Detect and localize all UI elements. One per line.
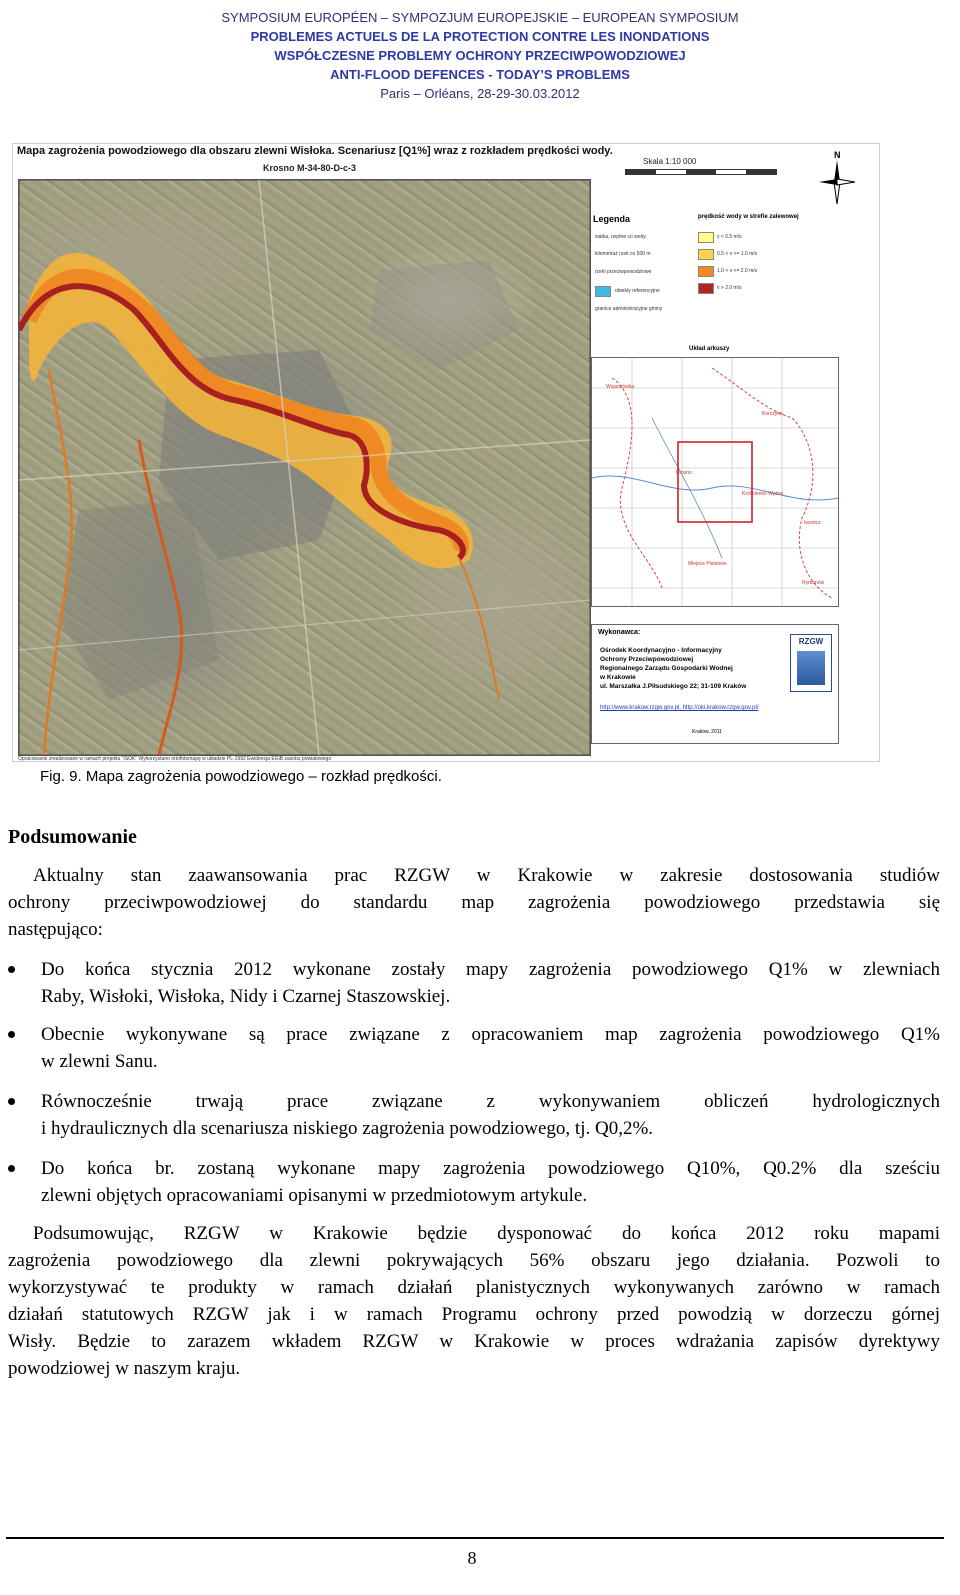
velocity-swatch-2	[698, 249, 714, 260]
bullet-icon	[8, 1098, 15, 1105]
bullet-line: Do końca stycznia 2012 wykonane zostały mapy zagrożenia powodziowego Q1% w zlewniach	[41, 959, 940, 980]
legend-item: obiekty referencyjne	[615, 288, 660, 294]
figure-caption: Fig. 9. Mapa zagrożenia powodziowego – rozkład prędkości.	[40, 768, 442, 785]
header-line-3: WSPÓŁCZESNE PROBLEMY OCHRONY PRZECIWPOWODZIOWEJ	[274, 48, 686, 63]
legend-item: siatka, rzędne co wody	[595, 234, 646, 240]
contractor-line: Ośrodek Koordynacyjno - Informacyjny	[600, 647, 722, 654]
bullet-line: i hydraulicznych dla scenariusza niskiego zagrożenia powodziowego, tj. Q0,2%.	[41, 1118, 654, 1139]
section-title: Podsumowanie	[8, 826, 137, 848]
velocity-swatch-1	[698, 232, 714, 243]
header-line-1: SYMPOSIUM EUROPÉEN – SYMPOZJUM EUROPEJSKIE – EUROPEAN SYMPOSIUM	[221, 10, 739, 25]
north-arrow-icon	[817, 150, 857, 204]
summary-line: Podsumowując, RZGW w Krakowie będzie dysponować do końca 2012 roku mapami	[33, 1223, 940, 1244]
bullet-line: Do końca br. zostaną wykonane mapy zagrożenia powodziowego Q10%, Q0.2% dla sześciu	[41, 1158, 940, 1179]
scale-bar	[625, 169, 777, 175]
map-title: Mapa zagrożenia powodziowego dla obszaru zlewni Wisłoka. Scenariusz [Q1%] wraz z rozkładem prędkości wody.	[17, 145, 613, 157]
summary-paragraph	[8, 1220, 940, 1382]
velocity-label-4: v > 2.0 m/s	[717, 285, 742, 291]
velocity-label-1: v < 0.5 m/s	[717, 234, 742, 240]
contractor-label: Wykonawca:	[598, 629, 641, 636]
contractor-line: ul. Marszałka J.Piłsudskiego 22; 31-109 Kraków	[600, 683, 747, 690]
map-legend	[593, 214, 823, 334]
map-date: Kraków, 2011	[692, 729, 722, 735]
page-number: 8	[467, 1548, 477, 1568]
map-sheet-label: Krosno M-34-80-D-c-3	[263, 163, 357, 173]
index-place: Korczyna	[762, 411, 783, 417]
index-place: Krościenko Wyżne	[742, 491, 784, 497]
map-footnote: Opracowanie zrealizowane w ramach projektu "ISOK" Wykorzystano ortofotomapę w układzie PL-1992 Ewidencja EGiB zasobu powiatowego	[18, 756, 332, 762]
velocity-swatch-4	[698, 283, 714, 294]
bullet-line: w zlewni Sanu.	[41, 1051, 158, 1072]
header-line-4: ANTI-FLOOD DEFENCES - TODAY’S PROBLEMS	[330, 67, 630, 82]
footer-rule	[6, 1537, 944, 1539]
bullet-icon	[8, 1165, 15, 1172]
flood-hazard-map-figure	[12, 143, 880, 762]
index-place: Rymanów	[802, 580, 825, 586]
contractor-info-box	[591, 624, 839, 744]
contractor-url-link[interactable]: http://www.krakow.rzgw.gov.pl, http://oki.krakow.rzgw.gov.pl/	[600, 705, 759, 711]
legend-item: rzeki przeciwpowodziowe	[595, 269, 652, 275]
intro-line: ochrony przeciwpowodziowej do standardu map zagrożenia powodziowego przedstawia się	[8, 892, 940, 913]
index-map-title: Układ arkuszy	[689, 346, 730, 352]
north-label: N	[834, 150, 841, 160]
contractor-line: w Krakowie	[600, 674, 636, 681]
symposium-header	[0, 8, 960, 103]
intro-paragraph	[8, 862, 940, 943]
header-line-2: PROBLEMES ACTUELS DE LA PROTECTION CONTRE LES INONDATIONS	[250, 29, 710, 44]
legend-item: granice administracyjne gminy	[595, 306, 663, 312]
contractor-line: Regionalnego Zarządu Gospodarki Wodnej	[600, 665, 733, 672]
velocity-label-3: 1.0 < v <= 2.0 m/s	[717, 268, 758, 274]
bullet-icon	[8, 1031, 15, 1038]
summary-line: Wisły. Będzie to zarazem wkładem RZGW w Krakowie w proces wdrażania zapisów dyrektywy	[8, 1331, 940, 1352]
sheet-index-map	[591, 357, 839, 607]
legend-title: Legenda	[593, 214, 631, 224]
header-line-5: Paris – Orléans, 28-29-30.03.2012	[380, 86, 580, 101]
bullet-line: Równocześnie trwają prace związane z wykonywaniem obliczeń hydrologicznych	[41, 1091, 940, 1112]
index-place: Wojaszówka	[606, 384, 634, 390]
map-scale-label: Skala 1:10 000	[643, 157, 697, 166]
velocity-legend-title: prędkość wody w strefie zalewowej	[698, 214, 799, 220]
bullet-line: Obecnie wykonywane są prace związane z opracowaniem map zagrożenia powodziowego Q1%	[41, 1024, 940, 1045]
velocity-label-2: 0.5 < v <= 1.0 m/s	[717, 251, 758, 257]
index-place: Miejsce Piastowe	[688, 561, 727, 567]
rzgw-logo	[790, 634, 832, 692]
bullet-line: Raby, Wisłoki, Wisłoka, Nidy i Czarnej Staszowskiej.	[41, 986, 451, 1007]
logo-text: RZGW	[798, 637, 824, 646]
intro-line: Aktualny stan zaawansowania prac RZGW w Krakowie w zakresie dostosowania studiów	[33, 865, 940, 886]
summary-line: zagrożenia powodziowego dla zlewni pokrywających 56% obszaru jego działania. Pozwoli to	[8, 1250, 940, 1271]
aerial-orthophoto	[18, 179, 591, 756]
bullet-line: zlewni objętych opracowaniami opisanymi w przedmiotowym artykule.	[41, 1185, 588, 1206]
summary-line: powodziowej w naszym kraju.	[8, 1358, 241, 1379]
contractor-line: Ochrony Przeciwpowodziowej	[600, 656, 694, 663]
intro-line: następująco:	[8, 919, 103, 940]
index-place: Krosno	[676, 470, 692, 476]
logo-water-graphic	[797, 651, 825, 685]
legend-item: kilometraż rzek co 500 m	[595, 251, 651, 257]
velocity-swatch-3	[698, 266, 714, 277]
reference-objects-swatch	[595, 286, 611, 297]
bullet-icon	[8, 966, 15, 973]
summary-line: działań statutowych RZGW jak i w ramach Programu ochrony przed powodzią w dorzeczu górnej	[8, 1304, 940, 1325]
index-place: Iwonicz	[804, 520, 821, 526]
summary-line: wykorzystywać te produkty w ramach działań planistycznych wykonywanych zarówno w ramach	[8, 1277, 940, 1298]
